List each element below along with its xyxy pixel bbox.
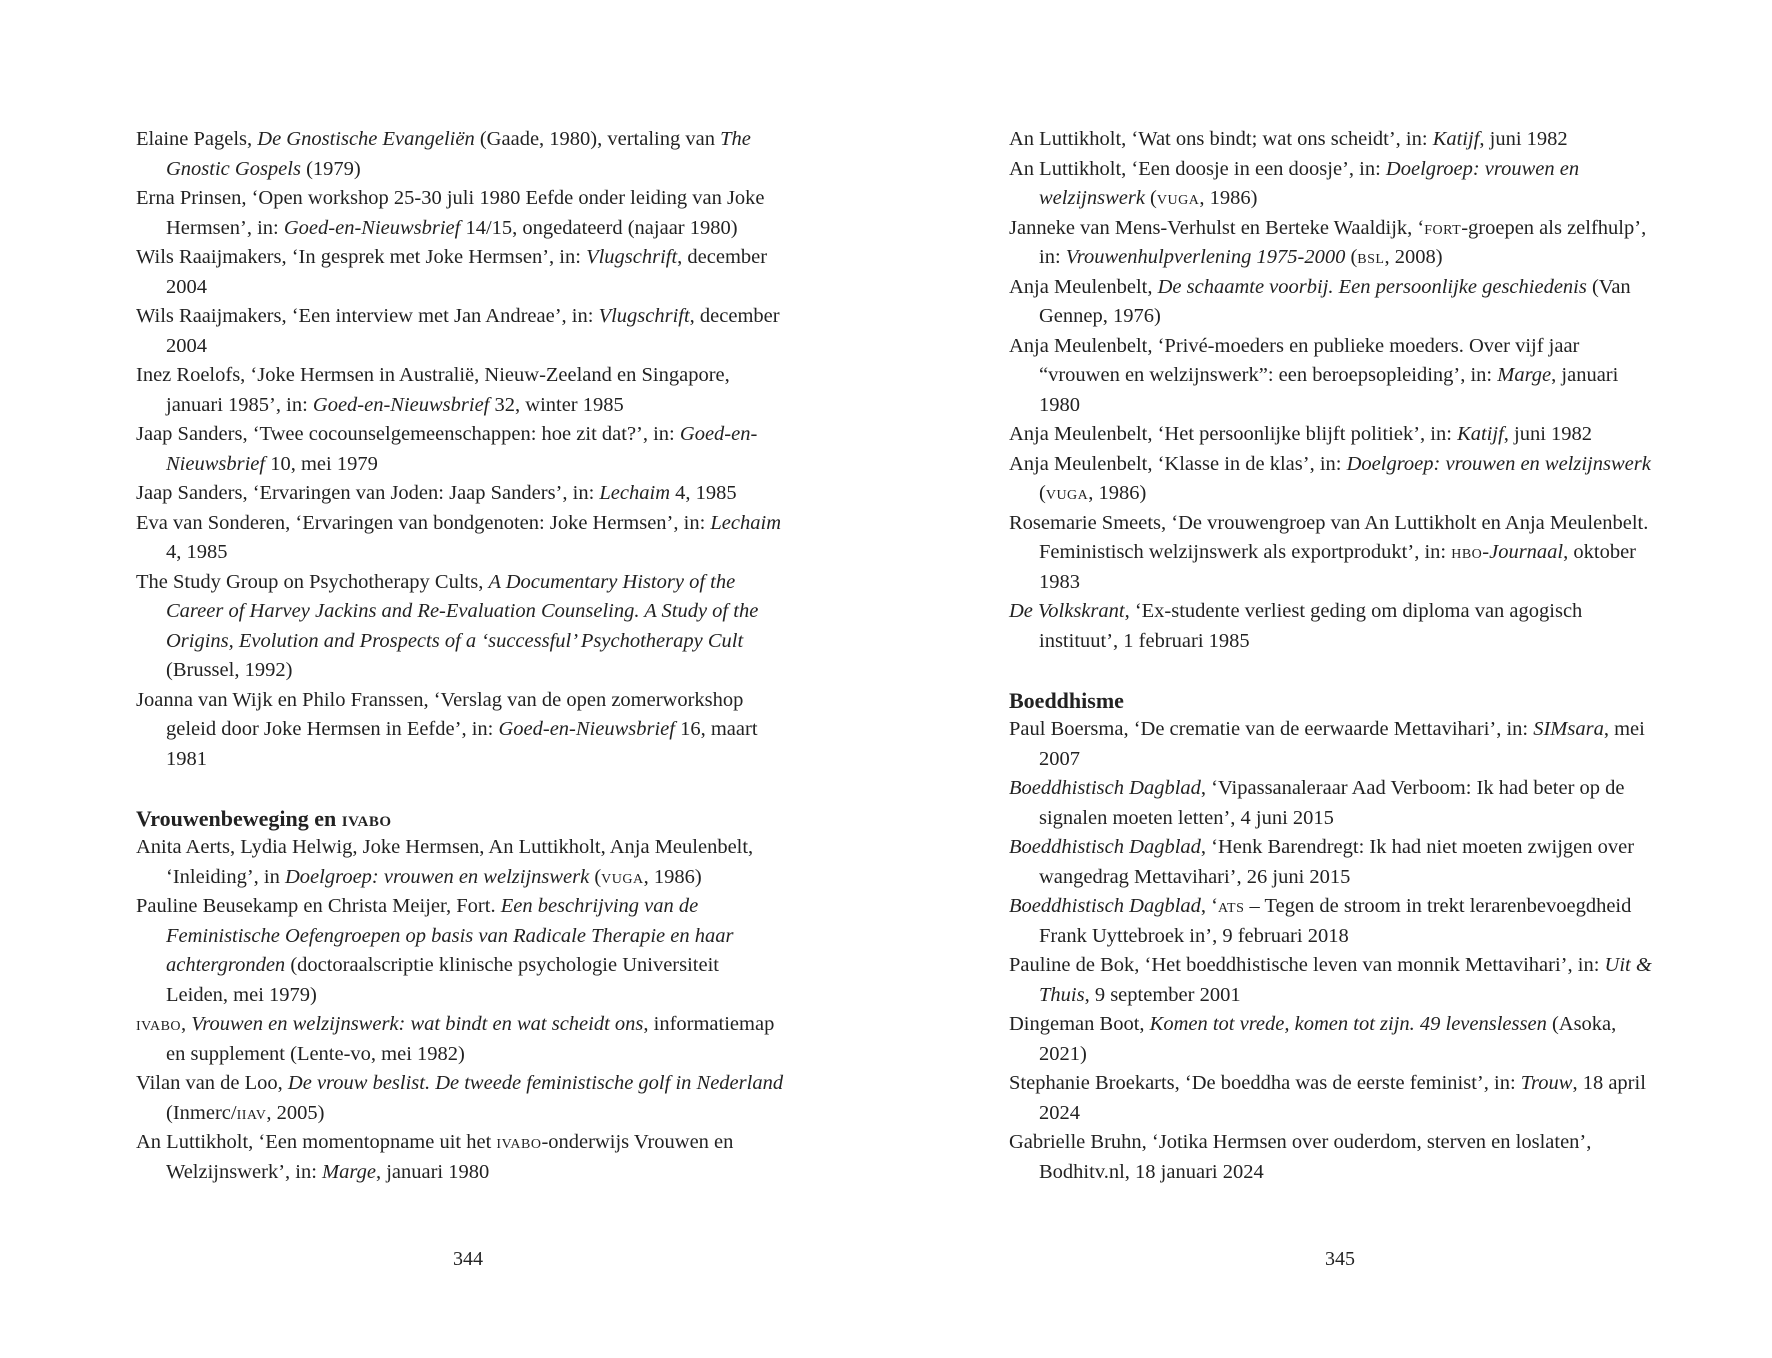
bibliography-entry bbox=[136, 1128, 786, 1187]
italic-title: Doelgroep: vrouwen en welzijnswerk bbox=[1039, 157, 1580, 209]
entry-text: Anja Meulenbelt, ‘Het persoonlijke blijft politiek’, in: bbox=[1009, 423, 1458, 445]
italic-title: Katijf bbox=[1457, 423, 1504, 445]
entry-text: , 1986) bbox=[1199, 187, 1258, 209]
entry-text: , ‘Ex-studente verliest geding om diploma van agogisch instituut’, 1 februari 1985 bbox=[1039, 600, 1583, 652]
italic-title: Boeddhistisch Dagblad bbox=[1009, 777, 1201, 799]
italic-title: Boeddhistisch Dagblad bbox=[1009, 895, 1201, 917]
bibliography-entry bbox=[1009, 833, 1659, 892]
entry-text: , 2005) bbox=[266, 1101, 325, 1124]
entry-text: -groepen als zelfhulp’, in: bbox=[1039, 216, 1647, 268]
entry-text: (doctoraalscriptie klinische psychologie Universiteit Leiden, mei 1979) bbox=[166, 954, 719, 1006]
italic-title: Marge bbox=[1497, 364, 1552, 386]
bibliography-entry bbox=[1009, 951, 1659, 1010]
entry-text: , 18 april 2024 bbox=[1039, 1072, 1646, 1124]
small-caps-text: ats bbox=[1217, 895, 1245, 917]
italic-title: Vrouwenhulpverlening 1975-2000 bbox=[1065, 246, 1346, 268]
small-caps-text: vuga bbox=[1045, 482, 1089, 504]
entry-text: The Study Group on Psychotherapy Cults, bbox=[136, 570, 489, 593]
bibliography-entry bbox=[136, 361, 786, 420]
italic-title: -Journaal bbox=[1482, 541, 1564, 563]
italic-title: A Documentary History of the Career of Harvey Jackins and Re-Evaluation Counseling. A Study of the Origins, Evolution and Prospects of a ‘successful’ Psychotherapy Cult bbox=[166, 570, 759, 652]
entry-text: , januari 1980 bbox=[375, 1160, 490, 1183]
small-caps-text: ivabo bbox=[496, 1131, 542, 1153]
italic-title: Lechaim bbox=[599, 482, 671, 504]
entry-text: 14/15, ongedateerd (najaar 1980) bbox=[460, 216, 738, 239]
bibliography-entry bbox=[136, 479, 786, 509]
bibliography-entry bbox=[136, 892, 786, 1010]
entry-text: – Tegen de stroom in trekt lerarenbevoegdheid Frank Uyttebroek in’, 9 februari 2018 bbox=[1039, 895, 1632, 947]
entry-text: Stephanie Broekarts, ‘De boeddha was de eerste feminist’, in: bbox=[1009, 1072, 1521, 1094]
entry-text: , ‘Vipassanaleraar Aad Verboom: Ik had beter op de signalen moeten letten’, 4 juni 2015 bbox=[1039, 777, 1625, 829]
entry-text: , ‘ bbox=[1200, 895, 1218, 917]
section-heading bbox=[136, 804, 786, 834]
small-caps-text: ivabo bbox=[341, 805, 392, 831]
small-caps-text: bsl bbox=[1357, 246, 1385, 268]
entry-text: , juni 1982 bbox=[1503, 423, 1593, 445]
entry-text: Dingeman Boot, bbox=[1009, 1013, 1150, 1035]
small-caps-text: iiav bbox=[236, 1101, 267, 1124]
small-caps-text: fort bbox=[1424, 216, 1462, 239]
entry-text: ( bbox=[589, 865, 602, 888]
entry-text: ( bbox=[1039, 482, 1046, 504]
entry-text: (Van Gennep, 1976) bbox=[1039, 275, 1631, 327]
entry-text: 10, mei 1979 bbox=[265, 452, 378, 475]
entry-text: (Gaade, 1980), vertaling van bbox=[474, 128, 721, 150]
bibliography-entry bbox=[1009, 1010, 1659, 1069]
entry-text: , mei 2007 bbox=[1039, 718, 1645, 770]
entry-text: Janneke van Mens-Verhulst en Berteke Waaldijk, ‘ bbox=[1009, 216, 1425, 239]
entry-text: Eva van Sonderen, ‘Ervaringen van bondgenoten: Joke Hermsen’, in: bbox=[136, 511, 711, 534]
entry-text: Vilan van de Loo, bbox=[136, 1072, 288, 1094]
entry-text: , 1986) bbox=[1088, 482, 1147, 504]
bibliography-list bbox=[136, 833, 786, 1187]
bibliography-entry bbox=[1009, 450, 1659, 509]
small-caps-text: ivabo bbox=[136, 1013, 182, 1035]
entry-text: Inez Roelofs, ‘Joke Hermsen in Australië, Nieuw-Zeeland en Singapore, januari 1985’, in: bbox=[136, 364, 730, 416]
italic-title: Marge bbox=[322, 1160, 376, 1183]
entry-text: Joanna van Wijk en Philo Franssen, ‘Verslag van de open zomerworkshop geleid door Joke Hermsen in Eefde’, in: bbox=[136, 688, 744, 740]
entry-text: Anja Meulenbelt, ‘Privé-moeders en publieke moeders. Over vijf jaar “vrouwen en welzijnswerk”: een beroepsopleiding’, in: bbox=[1009, 334, 1580, 386]
italic-title: Doelgroep: vrouwen en welzijnswerk bbox=[285, 865, 590, 888]
italic-title: Komen tot vrede, komen tot zijn. 49 levenslessen bbox=[1149, 1013, 1547, 1035]
entry-text: Erna Prinsen, ‘Open workshop 25-30 juli 1980 Eefde onder leiding van Joke Hermsen’, in: bbox=[136, 187, 765, 239]
italic-title: De Gnostische Evangeliën bbox=[257, 128, 475, 150]
entry-text: , bbox=[181, 1013, 192, 1035]
entry-text: Jaap Sanders, ‘Twee cocounselgemeenschappen: hoe zit dat?’, in: bbox=[136, 423, 680, 445]
bibliography-entry bbox=[1009, 214, 1659, 273]
italic-title: Goed-en-Nieuwsbrief bbox=[498, 718, 675, 740]
italic-title: The Gnostic Gospels bbox=[166, 128, 751, 180]
bibliography-entry bbox=[136, 1010, 786, 1069]
italic-title: Vlugschrift bbox=[598, 305, 690, 327]
entry-text: Vrouwenbeweging en bbox=[136, 805, 342, 831]
entry-text: , ‘Henk Barendregt: Ik had niet moeten zwijgen over wangedrag Mettavihari’, 26 juni 2015 bbox=[1039, 836, 1635, 888]
italic-title: Vrouwen en welzijnswerk: wat bindt en wat scheidt ons bbox=[191, 1013, 644, 1035]
entry-text: An Luttikholt, ‘Een momentopname uit het bbox=[136, 1131, 497, 1153]
entry-text: Gabrielle Bruhn, ‘Jotika Hermsen over ouderdom, sterven en loslaten’, Bodhitv.nl, 18 januari 2024 bbox=[1009, 1131, 1592, 1183]
bibliography-entry bbox=[136, 420, 786, 479]
entry-text: , oktober 1983 bbox=[1039, 541, 1637, 593]
italic-title: De vrouw beslist. De tweede feministische golf in Nederland bbox=[287, 1072, 784, 1094]
entry-text: ( bbox=[1144, 187, 1157, 209]
left-page bbox=[136, 125, 786, 1187]
entry-text: Elaine Pagels, bbox=[136, 128, 258, 150]
italic-title: Uit & Thuis bbox=[1039, 954, 1652, 1006]
bibliography-list bbox=[1009, 715, 1659, 1187]
small-caps-text: vuga bbox=[601, 865, 644, 888]
entry-text: , informatiemap en supplement (Lente-vo, mei 1982) bbox=[166, 1013, 775, 1065]
page-number-left: 344 bbox=[453, 1248, 483, 1270]
entry-text: Anita Aerts, Lydia Helwig, Joke Hermsen, An Luttikholt, Anja Meulenbelt, ‘Inleiding’, in bbox=[136, 836, 754, 888]
entry-text: , 2008) bbox=[1384, 246, 1443, 268]
entry-text: , 1986) bbox=[643, 865, 702, 888]
italic-title: Trouw bbox=[1520, 1072, 1573, 1094]
entry-text: -onderwijs Vrouwen en Welzijnswerk’, in: bbox=[166, 1131, 734, 1183]
entry-text: , december 2004 bbox=[166, 246, 768, 298]
italic-title: Goed-en-Nieuwsbrief bbox=[166, 423, 758, 475]
bibliography-entry bbox=[1009, 155, 1659, 214]
bibliography-entry bbox=[1009, 892, 1659, 951]
bibliography-entry bbox=[136, 302, 786, 361]
italic-title: Boeddhistisch Dagblad bbox=[1009, 836, 1201, 858]
entry-text: (Inmerc/ bbox=[166, 1101, 237, 1124]
bibliography-list bbox=[136, 125, 786, 774]
entry-text: Wils Raaijmakers, ‘In gesprek met Joke Hermsen’, in: bbox=[136, 246, 587, 268]
entry-text: 4, 1985 bbox=[670, 482, 737, 504]
bibliography-entry bbox=[136, 1069, 786, 1128]
page-number-right: 345 bbox=[1325, 1248, 1355, 1270]
bibliography-entry bbox=[136, 509, 786, 568]
italic-title: Lechaim bbox=[710, 511, 782, 534]
bibliography-entry bbox=[1009, 597, 1659, 656]
entry-text: An Luttikholt, ‘Wat ons bindt; wat ons scheidt’, in: bbox=[1009, 128, 1433, 150]
entry-text: Wils Raaijmakers, ‘Een interview met Jan Andreae’, in: bbox=[136, 305, 599, 327]
bibliography-list bbox=[1009, 125, 1659, 656]
bibliography-entry bbox=[1009, 1069, 1659, 1128]
entry-text: , december 2004 bbox=[166, 305, 780, 357]
right-page bbox=[1009, 125, 1659, 1187]
entry-text: 4, 1985 bbox=[166, 541, 228, 563]
bibliography-entry bbox=[136, 125, 786, 184]
italic-title: Goed-en-Nieuwsbrief bbox=[312, 393, 490, 416]
entry-text: , 9 september 2001 bbox=[1084, 983, 1241, 1006]
small-caps-text: hbo bbox=[1451, 541, 1483, 563]
entry-text: , januari 1980 bbox=[1039, 364, 1619, 416]
bibliography-entry bbox=[136, 243, 786, 302]
bibliography-entry bbox=[1009, 420, 1659, 450]
bibliography-entry bbox=[1009, 125, 1659, 155]
entry-text: 32, winter 1985 bbox=[489, 393, 624, 416]
entry-text: Anja Meulenbelt, ‘Klasse in de klas’, in: bbox=[1009, 452, 1347, 475]
bibliography-entry bbox=[1009, 1128, 1659, 1187]
small-caps-text: vuga bbox=[1156, 187, 1200, 209]
bibliography-entry bbox=[1009, 332, 1659, 421]
bibliography-entry bbox=[1009, 715, 1659, 774]
bibliography-entry bbox=[1009, 273, 1659, 332]
italic-title: De schaamte voorbij. Een persoonlijke geschiedenis bbox=[1157, 275, 1587, 298]
entry-text: 16, maart 1981 bbox=[166, 718, 758, 770]
entry-text: Rosemarie Smeets, ‘De vrouwengroep van An Luttikholt en Anja Meulenbelt. Feministisch welzijnswerk als exportprodukt’, in: bbox=[1009, 511, 1649, 563]
entry-text: Anja Meulenbelt, bbox=[1009, 275, 1158, 298]
italic-title: SIMsara bbox=[1533, 718, 1604, 740]
italic-title: Goed-en-Nieuwsbrief bbox=[283, 216, 461, 239]
bibliography-entry bbox=[136, 568, 786, 686]
bibliography-entry bbox=[1009, 774, 1659, 833]
entry-text: (Brussel, 1992) bbox=[166, 659, 293, 681]
entry-text: Paul Boersma, ‘De crematie van de eerwaarde Mettavihari’, in: bbox=[1009, 718, 1534, 740]
bibliography-entry bbox=[1009, 509, 1659, 598]
entry-text: ( bbox=[1345, 246, 1358, 268]
italic-title: Doelgroep: vrouwen en welzijnswerk bbox=[1346, 452, 1651, 475]
entry-text: , juni 1982 bbox=[1479, 128, 1568, 150]
entry-text: Jaap Sanders, ‘Ervaringen van Joden: Jaap Sanders’, in: bbox=[136, 482, 600, 504]
bibliography-entry bbox=[136, 833, 786, 892]
entry-text: Boeddhisme bbox=[1009, 687, 1124, 713]
bibliography-entry bbox=[136, 184, 786, 243]
section-heading bbox=[1009, 686, 1659, 716]
bibliography-entry bbox=[136, 686, 786, 775]
entry-text: Pauline Beusekamp en Christa Meijer, Fort. bbox=[136, 895, 501, 917]
entry-text: (1979) bbox=[300, 157, 361, 180]
entry-text: (Asoka, 2021) bbox=[1039, 1013, 1617, 1065]
italic-title: Vlugschrift bbox=[586, 246, 678, 268]
entry-text: An Luttikholt, ‘Een doosje in een doosje’, in: bbox=[1009, 157, 1386, 180]
italic-title: De Volkskrant bbox=[1009, 600, 1125, 622]
italic-title: Een beschrijving van de Feministische Oefengroepen op basis van Radicale Therapie en haar achtergronden bbox=[166, 895, 734, 976]
italic-title: Katijf bbox=[1432, 128, 1480, 150]
entry-text: Pauline de Bok, ‘Het boeddhistische leven van monnik Mettavihari’, in: bbox=[1009, 954, 1605, 976]
